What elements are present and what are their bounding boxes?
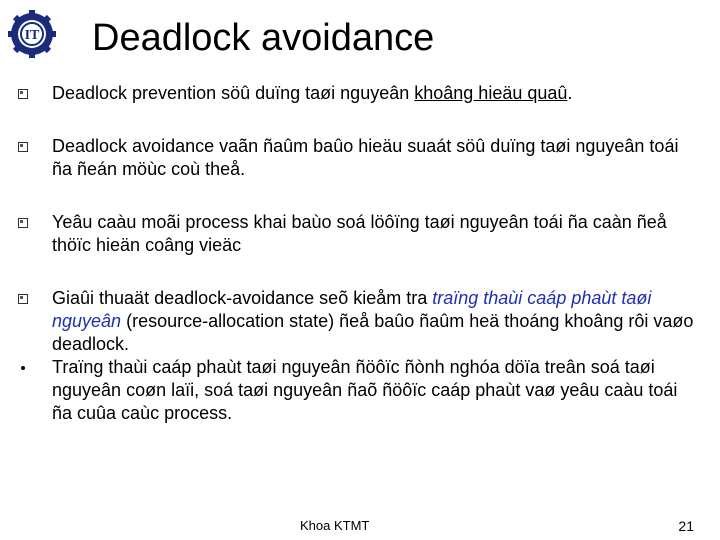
bullet-item: Yeâu caàu moãi process khai baùo soá löôïng taøi nguyeân toái ña caàn ñeå thöïc hieän coâng vieäc (18, 211, 698, 257)
bullet-item: Deadlock avoidance vaãn ñaûm baûo hieäu suaát söû duïng taøi nguyeân toái ña ñeán möùc coù theå. (18, 135, 698, 181)
dot-bullet-icon (21, 366, 25, 370)
page-number: 21 (678, 518, 694, 534)
square-bullet-icon (18, 89, 28, 99)
sub-bullet-item: Traïng thaùi caáp phaùt taøi nguyeân ñöôïc ñònh nghóa döïa treân soá taøi nguyeân coøn laïi, soá taøi nguyeân ñaõ ñöôïc caáp phaùt vaø yeâu caàu toái ña cuûa caùc process. (18, 356, 698, 425)
square-bullet-icon (18, 142, 28, 152)
bullet-list (18, 82, 698, 425)
logo-text: IT (24, 28, 40, 43)
emphasized-phrase: traïng thaùi caáp phaùt taøi nguyeân (52, 288, 652, 331)
bullet-item: Giaûi thuaät deadlock-avoidance seõ kieåm tra traïng thaùi caáp phaùt taøi nguyeân (resource-allocation state) ñeå baûo ñaûm heä thoáng khoâng rôi vaøo deadlock. (18, 287, 698, 356)
bullet-item: Deadlock prevention söû duïng taøi nguyeân khoâng hieäu quaû. (18, 82, 698, 105)
footer-text: Khoa KTMT (300, 518, 370, 533)
square-bullet-icon (18, 218, 28, 228)
square-bullet-icon (18, 294, 28, 304)
slide-title: Deadlock avoidance (92, 17, 435, 59)
underlined-phrase: khoâng hieäu quaû (414, 83, 568, 103)
university-logo (8, 10, 56, 58)
